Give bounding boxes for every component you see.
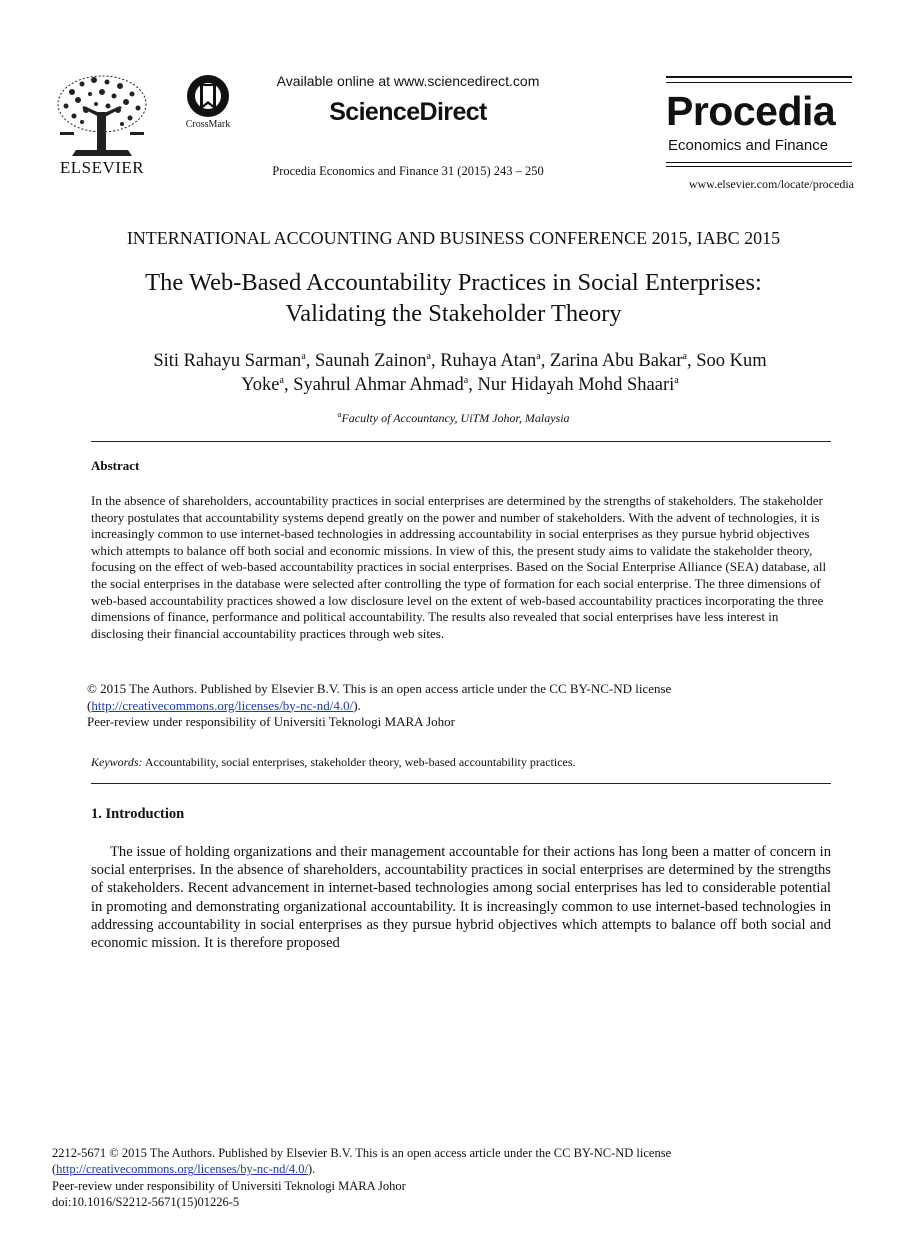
divider-bottom (91, 783, 831, 784)
author-name: Syahrul Ahmar Ahmad (293, 375, 464, 395)
footer-doi[interactable]: doi:10.1016/S2212-5671(15)01226-5 (52, 1195, 240, 1210)
abstract-heading: Abstract (91, 458, 140, 473)
footer (52, 1145, 842, 1211)
paren-open: ( (87, 697, 92, 713)
affiliation-mark: a (463, 374, 469, 386)
author-list (60, 349, 860, 397)
author-name: Saunah Zainon (315, 351, 427, 371)
author-sep: , (540, 351, 550, 371)
affiliation-mark: a (279, 374, 284, 386)
paren-open: ( (52, 1162, 57, 1177)
license-link-line (87, 698, 827, 715)
divider-top (91, 441, 831, 442)
affiliation-mark: a (682, 350, 687, 362)
paren-close: ). (307, 1162, 316, 1177)
author-name: Ruhaya Atan (440, 351, 537, 371)
author-sep: , (468, 375, 478, 395)
paren-close: ). (353, 697, 361, 713)
procedia-url[interactable]: www.elsevier.com/locate/procedia (688, 177, 854, 191)
introduction-heading: 1. Introduction (91, 806, 185, 822)
license-line: © 2015 The Authors. Published by Elsevier B.V. This is an open access article under the CC BY-NC-ND license (87, 681, 672, 696)
author-name: Nur Hidayah Mohd Shaari (477, 375, 675, 395)
affiliation-mark: a (301, 350, 306, 362)
footer-license-line: 2212-5671 © 2015 The Authors. Published by Elsevier B.V. This is an open access article under the CC BY-NC-ND license (52, 1146, 672, 1160)
journal-reference: Procedia Economics and Finance 31 (2015) 243 – 250 (272, 164, 544, 178)
keywords-text: Accountability, social enterprises, stakeholder theory, web-based accountability practices. (144, 755, 576, 769)
procedia-rule-bottom-thin (666, 166, 852, 167)
peer-review-line: Peer-review under responsibility of Universiti Teknologi MARA Johor (87, 714, 455, 729)
author-sep: , (305, 351, 316, 371)
procedia-subtitle: Economics and Finance (668, 137, 829, 154)
keywords-label: Keywords: (91, 755, 143, 769)
affiliation (60, 411, 847, 426)
author-sep: , (430, 351, 441, 371)
affiliation-mark: a (337, 410, 342, 419)
paper-title-line1: The Web-Based Accountability Practices in Social Enterprises: (145, 269, 762, 296)
license-link[interactable]: http://creativecommons.org/licenses/by-nc-nd/4.0/ (91, 697, 354, 713)
procedia-rule-top-thin (666, 82, 852, 83)
author-name: Zarina Abu Bakar (550, 351, 683, 371)
affiliation-mark: a (674, 374, 679, 386)
crossmark-label: CrossMark (185, 119, 231, 130)
author-line-2 (60, 373, 860, 397)
author-sep: , (687, 351, 697, 371)
footer-link-line (52, 1161, 842, 1177)
author-sep: , (283, 375, 294, 395)
abstract-text: In the absence of shareholders, accountability practices in social enterprises are determined by the strengths of stakeholders. The stakeholder theory postulates that accountability systems depend greatly on the power and number of stakeholders. With the advent of technologies, it is increasingly common to use internet-based technologies in addressing accountability in social enterprises as they pursue hybrid objectives which attempts to balance off both social and economic missions. In view of this, the present study aims to validate the stakeholder theory, focusing on the effect of web-based accountability practices in social enterprises. Based on the Social Enterprise Alliance (SEA) database, all the social enterprises in the database were selected after controlling the type of formation for each social enterprise. The three dimensions of web-based accountability practices showed a low disclosure level on the extent of web-based accountability practices incorporating the three dimensions of finance, performance and political accountability. The results also revealed that social enterprises have less interest in disclosing their financial accountability practices through web sites. (91, 493, 827, 641)
affiliation-text: Faculty of Accountancy, UiTM Johor, Malaysia (341, 411, 570, 425)
procedia-title: Procedia (666, 88, 836, 134)
introduction-text: The issue of holding organizations and their management accountable for their actions has long been a matter of concern in social enterprises. In the absence of shareholders, accountability practices in social enterprises are determined by the strengths of stakeholders. Recent advancement in internet-based technologies among social enterprises has led to considerable potential in promoting and demonstrating organizational accountability. It is increasingly common to use internet-based technologies in addressing accountability in social enterprises as they pursue hybrid objectives which attempts to balance off both social and economic mission. It is therefore proposed (91, 844, 831, 952)
paper-title (60, 267, 847, 329)
author-name: Siti Rahayu Sarman (153, 351, 302, 371)
procedia-rule-bottom (666, 162, 852, 163)
footer-license-link[interactable]: http://creativecommons.org/licenses/by-nc-nd/4.0/ (56, 1162, 308, 1177)
available-online-text: Available online at www.sciencedirect.com (276, 73, 540, 89)
author-name-second-part: Yoke (241, 375, 280, 395)
sciencedirect-logo: ScienceDirect (329, 98, 487, 126)
elsevier-wordmark: ELSEVIER (59, 158, 145, 177)
conference-name: INTERNATIONAL ACCOUNTING AND BUSINESS CONFERENCE 2015, IABC 2015 (126, 228, 781, 248)
keywords (91, 754, 831, 770)
affiliation-mark: a (536, 350, 541, 362)
footer-peer-review: Peer-review under responsibility of Universiti Teknologi MARA Johor (52, 1178, 406, 1193)
license-statement (87, 681, 827, 731)
author-line-1 (60, 349, 860, 373)
author-name-first-part: Soo Kum (696, 351, 767, 371)
affiliation-mark: a (426, 350, 431, 362)
procedia-rule-top (666, 76, 852, 78)
paper-title-line2: Validating the Stakeholder Theory (285, 300, 622, 327)
